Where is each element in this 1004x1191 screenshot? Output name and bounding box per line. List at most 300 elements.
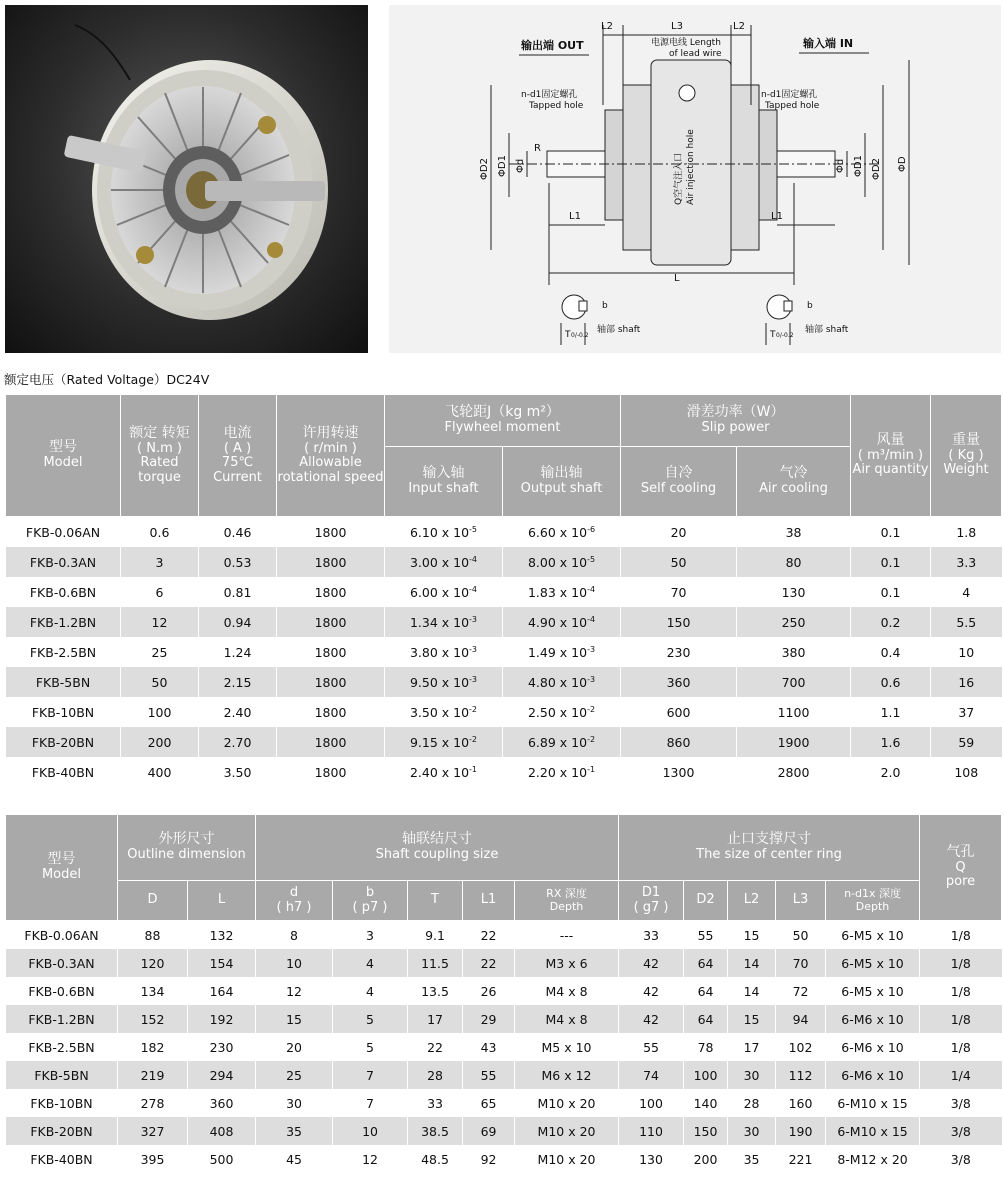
col-rated-torque: 额定 转矩 ( N.m ) Rated torque — [121, 395, 199, 517]
d-cell: 10 — [256, 949, 333, 977]
l3-cell: 112 — [776, 1061, 826, 1089]
self-cooling-cell: 150 — [621, 607, 737, 637]
speed-cell: 1800 — [277, 757, 385, 787]
l3-cell: 70 — [776, 949, 826, 977]
col-model: 型号 Model — [6, 395, 121, 517]
self-cooling-cell: 360 — [621, 667, 737, 697]
table-row — [6, 697, 1002, 727]
nd-cell: 6-M6 x 10 — [826, 1005, 920, 1033]
torque-cell: 25 — [121, 637, 199, 667]
d2-cell: 64 — [684, 949, 728, 977]
d-cell: 30 — [256, 1089, 333, 1117]
self-cooling-cell: 860 — [621, 727, 737, 757]
t-cell: 13.5 — [408, 977, 463, 1005]
tapped-hole-left-en: Tapped hole — [529, 101, 584, 111]
l3-cell: 72 — [776, 977, 826, 1005]
col2-D: D — [118, 881, 188, 921]
b-cell: 3 — [333, 921, 408, 950]
q-cell: 1/4 — [920, 1061, 1002, 1089]
air-cooling-cell: 2800 — [737, 757, 851, 787]
model-cell: FKB-1.2BN — [6, 607, 121, 637]
b-cell: 5 — [333, 1033, 408, 1061]
table-row — [6, 1061, 1002, 1089]
self-cooling-cell: 1300 — [621, 757, 737, 787]
dim-l: L — [674, 273, 680, 284]
dim-t-right-tol: 0/-0.2 — [776, 332, 794, 339]
rx-cell: M10 x 20 — [515, 1089, 619, 1117]
q-cell: 1/8 — [920, 1005, 1002, 1033]
d2-cell: 64 — [684, 1005, 728, 1033]
model-cell: FKB-0.06AN — [6, 517, 121, 548]
d-cell: 182 — [118, 1033, 188, 1061]
l-cell: 132 — [188, 921, 256, 950]
current-cell: 0.81 — [199, 577, 277, 607]
l2-cell: 30 — [728, 1061, 776, 1089]
weight-cell: 5.5 — [931, 607, 1002, 637]
weight-cell: 108 — [931, 757, 1002, 787]
l1-cell: 29 — [463, 1005, 515, 1033]
model-cell: FKB-0.6BN — [6, 977, 118, 1005]
d-cell: 395 — [118, 1145, 188, 1173]
input-shaft-cell: 1.34 x $10^{-3}$ — [385, 607, 503, 637]
table-row — [6, 1033, 1002, 1061]
col2-model: 型号 Model — [6, 815, 118, 921]
l2-cell: 30 — [728, 1117, 776, 1145]
weight-cell: 59 — [931, 727, 1002, 757]
l3-cell: 50 — [776, 921, 826, 950]
col2-b: b ( p7 ) — [333, 881, 408, 921]
output-shaft-cell: 4.80 x $10^{-3}$ — [503, 667, 621, 697]
col2-d: d ( h7 ) — [256, 881, 333, 921]
current-cell: 0.46 — [199, 517, 277, 548]
l3-cell: 94 — [776, 1005, 826, 1033]
model-cell: FKB-0.6BN — [6, 577, 121, 607]
d1-cell: 74 — [619, 1061, 684, 1089]
d-cell: 20 — [256, 1033, 333, 1061]
torque-cell: 6 — [121, 577, 199, 607]
model-cell: FKB-40BN — [6, 1145, 118, 1173]
col-current: 电流 ( A ) 75℃ Current — [199, 395, 277, 517]
input-shaft-cell: 6.10 x $10^{-5}$ — [385, 517, 503, 548]
table-row — [6, 1089, 1002, 1117]
model-cell: FKB-5BN — [6, 667, 121, 697]
b-cell: 7 — [333, 1089, 408, 1117]
nd-cell: 6-M10 x 15 — [826, 1089, 920, 1117]
table-row — [6, 547, 1002, 577]
table-row — [6, 727, 1002, 757]
dimension-drawing — [389, 5, 1001, 353]
d-cell: 12 — [256, 977, 333, 1005]
dim-d2-left: ΦD2 — [479, 158, 490, 180]
col-slip-power: 滑差功率（W） Slip power — [621, 395, 851, 447]
speed-cell: 1800 — [277, 577, 385, 607]
t-cell: 9.1 — [408, 921, 463, 950]
table-row — [6, 667, 1002, 697]
b-cell: 12 — [333, 1145, 408, 1173]
l1-cell: 26 — [463, 977, 515, 1005]
model-cell: FKB-0.3AN — [6, 547, 121, 577]
output-end-label: 输出端 OUT — [521, 39, 584, 52]
input-shaft-cell: 3.50 x $10^{-2}$ — [385, 697, 503, 727]
tapped-hole-right-en: Tapped hole — [765, 101, 820, 111]
col2-T: T — [408, 881, 463, 921]
table-row — [6, 921, 1002, 950]
l3-cell: 160 — [776, 1089, 826, 1117]
table-row — [6, 1117, 1002, 1145]
air-cooling-cell: 38 — [737, 517, 851, 548]
d-cell: 120 — [118, 949, 188, 977]
nd-cell: 6-M10 x 15 — [826, 1117, 920, 1145]
col2-pore: 气孔 Q pore — [920, 815, 1002, 921]
speed-cell: 1800 — [277, 727, 385, 757]
t-cell: 11.5 — [408, 949, 463, 977]
lead-wire-label-en: of lead wire — [669, 49, 722, 59]
air-quantity-cell: 0.1 — [851, 577, 931, 607]
col2-center-ring: 止口支撑尺寸 The size of center ring — [619, 815, 920, 881]
col2-D1: D1 ( g7 ) — [619, 881, 684, 921]
air-cooling-cell: 130 — [737, 577, 851, 607]
torque-cell: 100 — [121, 697, 199, 727]
tapped-hole-left-zh: n-d1固定螺孔 — [521, 90, 578, 100]
d-cell: 152 — [118, 1005, 188, 1033]
b-cell: 7 — [333, 1061, 408, 1089]
model-cell: FKB-10BN — [6, 1089, 118, 1117]
output-shaft-cell: 2.50 x $10^{-2}$ — [503, 697, 621, 727]
d1-cell: 100 — [619, 1089, 684, 1117]
nd-cell: 6-M5 x 10 — [826, 949, 920, 977]
model-cell: FKB-0.3AN — [6, 949, 118, 977]
d-cell: 8 — [256, 921, 333, 950]
current-cell: 0.94 — [199, 607, 277, 637]
d2-cell: 140 — [684, 1089, 728, 1117]
dim-b-left: b — [602, 301, 608, 311]
q-cell: 3/8 — [920, 1089, 1002, 1117]
d1-cell: 42 — [619, 1005, 684, 1033]
current-cell: 2.70 — [199, 727, 277, 757]
d-cell: 15 — [256, 1005, 333, 1033]
current-cell: 3.50 — [199, 757, 277, 787]
air-quantity-cell: 0.4 — [851, 637, 931, 667]
q-cell: 1/8 — [920, 977, 1002, 1005]
air-hole-label-zh: Q空气注入口 — [674, 152, 684, 205]
model-cell: FKB-20BN — [6, 727, 121, 757]
input-shaft-cell: 2.40 x $10^{-1}$ — [385, 757, 503, 787]
speed-cell: 1800 — [277, 637, 385, 667]
d2-cell: 150 — [684, 1117, 728, 1145]
l1-cell: 69 — [463, 1117, 515, 1145]
performance-table — [5, 394, 1002, 787]
q-cell: 1/8 — [920, 921, 1002, 950]
torque-cell: 0.6 — [121, 517, 199, 548]
d1-cell: 110 — [619, 1117, 684, 1145]
output-shaft-cell: 4.90 x $10^{-4}$ — [503, 607, 621, 637]
speed-cell: 1800 — [277, 547, 385, 577]
d-cell: 327 — [118, 1117, 188, 1145]
l2-cell: 15 — [728, 1005, 776, 1033]
self-cooling-cell: 70 — [621, 577, 737, 607]
product-photo — [5, 5, 368, 353]
torque-cell: 200 — [121, 727, 199, 757]
t-cell: 33 — [408, 1089, 463, 1117]
d2-cell: 200 — [684, 1145, 728, 1173]
output-shaft-cell: 2.20 x $10^{-1}$ — [503, 757, 621, 787]
table-row — [6, 517, 1002, 548]
dim-r: R — [534, 143, 541, 154]
d2-cell: 64 — [684, 977, 728, 1005]
b-cell: 10 — [333, 1117, 408, 1145]
model-cell: FKB-2.5BN — [6, 637, 121, 667]
dim-d-right: Φd — [835, 158, 846, 173]
dim-b-right: b — [807, 301, 813, 311]
air-cooling-cell: 80 — [737, 547, 851, 577]
dim-t-left: T — [565, 330, 571, 340]
dim-l3: L3 — [671, 21, 683, 32]
rated-voltage-caption: 额定电压（Rated Voltage）DC24V — [4, 372, 210, 387]
dim-t-left-tol: 0/-0.2 — [571, 332, 589, 339]
l3-cell: 102 — [776, 1033, 826, 1061]
l1-cell: 55 — [463, 1061, 515, 1089]
weight-cell: 37 — [931, 697, 1002, 727]
input-shaft-cell: 3.80 x $10^{-3}$ — [385, 637, 503, 667]
t-cell: 17 — [408, 1005, 463, 1033]
d1-cell: 55 — [619, 1033, 684, 1061]
l2-cell: 14 — [728, 977, 776, 1005]
torque-cell: 50 — [121, 667, 199, 697]
t-cell: 28 — [408, 1061, 463, 1089]
weight-cell: 4 — [931, 577, 1002, 607]
q-cell: 1/8 — [920, 949, 1002, 977]
col-input-shaft: 输入轴 Input shaft — [385, 447, 503, 517]
air-hole-label-en: Air injection hole — [686, 129, 696, 205]
air-quantity-cell: 1.6 — [851, 727, 931, 757]
output-shaft-cell: 8.00 x $10^{-5}$ — [503, 547, 621, 577]
output-shaft-cell: 1.83 x $10^{-4}$ — [503, 577, 621, 607]
dim-t-right: T — [770, 330, 776, 340]
t-cell: 48.5 — [408, 1145, 463, 1173]
lead-wire-label-zh: 电源电线 Length — [651, 38, 721, 48]
col2-shaft-coupling: 轴联结尺寸 Shaft coupling size — [256, 815, 619, 881]
output-shaft-cell: 6.89 x $10^{-2}$ — [503, 727, 621, 757]
dim-big-d: ΦD — [897, 156, 908, 172]
nd-cell: 8-M12 x 20 — [826, 1145, 920, 1173]
l1-cell: 22 — [463, 921, 515, 950]
torque-cell: 3 — [121, 547, 199, 577]
torque-cell: 400 — [121, 757, 199, 787]
self-cooling-cell: 50 — [621, 547, 737, 577]
air-cooling-cell: 380 — [737, 637, 851, 667]
l2-cell: 35 — [728, 1145, 776, 1173]
col2-D2: D2 — [684, 881, 728, 921]
col2-outline: 外形尺寸 Outline dimension — [118, 815, 256, 881]
col2-L1: L1 — [463, 881, 515, 921]
d1-cell: 33 — [619, 921, 684, 950]
d2-cell: 55 — [684, 921, 728, 950]
table-row — [6, 607, 1002, 637]
dim-d1-left: ΦD1 — [497, 155, 508, 177]
air-cooling-cell: 1100 — [737, 697, 851, 727]
dim-l1-left: L1 — [569, 211, 581, 222]
d2-cell: 100 — [684, 1061, 728, 1089]
d1-cell: 42 — [619, 949, 684, 977]
t-cell: 22 — [408, 1033, 463, 1061]
input-shaft-cell: 9.15 x $10^{-2}$ — [385, 727, 503, 757]
d-cell: 278 — [118, 1089, 188, 1117]
rx-cell: M3 x 6 — [515, 949, 619, 977]
torque-cell: 12 — [121, 607, 199, 637]
col2-L: L — [188, 881, 256, 921]
col2-rx-depth: RX 深度 Depth — [515, 881, 619, 921]
rx-cell: M6 x 12 — [515, 1061, 619, 1089]
shaft-label-right: 轴部 shaft — [805, 325, 849, 335]
l-cell: 154 — [188, 949, 256, 977]
shaft-label-left: 轴部 shaft — [597, 325, 641, 335]
input-end-label: 输入端 IN — [803, 37, 854, 50]
l-cell: 500 — [188, 1145, 256, 1173]
l-cell: 360 — [188, 1089, 256, 1117]
input-shaft-cell: 9.50 x $10^{-3}$ — [385, 667, 503, 697]
dim-l2-right: L2 — [733, 21, 745, 32]
d1-cell: 42 — [619, 977, 684, 1005]
model-cell: FKB-0.06AN — [6, 921, 118, 950]
q-cell: 3/8 — [920, 1117, 1002, 1145]
current-cell: 2.40 — [199, 697, 277, 727]
l1-cell: 22 — [463, 949, 515, 977]
d2-cell: 78 — [684, 1033, 728, 1061]
model-cell: FKB-5BN — [6, 1061, 118, 1089]
model-cell: FKB-40BN — [6, 757, 121, 787]
l1-cell: 92 — [463, 1145, 515, 1173]
self-cooling-cell: 230 — [621, 637, 737, 667]
l2-cell: 15 — [728, 921, 776, 950]
d-cell: 88 — [118, 921, 188, 950]
col-output-shaft: 输出轴 Output shaft — [503, 447, 621, 517]
speed-cell: 1800 — [277, 607, 385, 637]
rx-cell: M4 x 8 — [515, 977, 619, 1005]
col-self-cooling: 自冷 Self cooling — [621, 447, 737, 517]
rx-cell: M10 x 20 — [515, 1145, 619, 1173]
l2-cell: 28 — [728, 1089, 776, 1117]
table-row — [6, 637, 1002, 667]
current-cell: 2.15 — [199, 667, 277, 697]
air-quantity-cell: 0.6 — [851, 667, 931, 697]
model-cell: FKB-20BN — [6, 1117, 118, 1145]
d-cell: 35 — [256, 1117, 333, 1145]
table-row — [6, 949, 1002, 977]
l2-cell: 14 — [728, 949, 776, 977]
air-quantity-cell: 1.1 — [851, 697, 931, 727]
nd-cell: 6-M5 x 10 — [826, 921, 920, 950]
air-cooling-cell: 1900 — [737, 727, 851, 757]
table-row — [6, 1005, 1002, 1033]
l1-cell: 43 — [463, 1033, 515, 1061]
b-cell: 4 — [333, 949, 408, 977]
q-cell: 3/8 — [920, 1145, 1002, 1173]
speed-cell: 1800 — [277, 697, 385, 727]
current-cell: 1.24 — [199, 637, 277, 667]
output-shaft-cell: 1.49 x $10^{-3}$ — [503, 637, 621, 667]
t-cell: 38.5 — [408, 1117, 463, 1145]
speed-cell: 1800 — [277, 667, 385, 697]
self-cooling-cell: 600 — [621, 697, 737, 727]
weight-cell: 16 — [931, 667, 1002, 697]
nd-cell: 6-M6 x 10 — [826, 1061, 920, 1089]
col2-L3: L3 — [776, 881, 826, 921]
dimension-table — [5, 814, 1002, 1173]
dim-l2-left: L2 — [601, 21, 613, 32]
model-cell: FKB-10BN — [6, 697, 121, 727]
self-cooling-cell: 20 — [621, 517, 737, 548]
weight-cell: 10 — [931, 637, 1002, 667]
col-air-quantity: 风量 ( m³/min ) Air quantity — [851, 395, 931, 517]
rx-cell: M5 x 10 — [515, 1033, 619, 1061]
col-speed: 许用转速 ( r/min ) Allowable rotational speed — [277, 395, 385, 517]
table-row — [6, 1145, 1002, 1173]
air-quantity-cell: 0.1 — [851, 517, 931, 548]
l1-cell: 65 — [463, 1089, 515, 1117]
nd-cell: 6-M6 x 10 — [826, 1033, 920, 1061]
b-cell: 5 — [333, 1005, 408, 1033]
input-shaft-cell: 6.00 x $10^{-4}$ — [385, 577, 503, 607]
q-cell: 1/8 — [920, 1033, 1002, 1061]
dim-d-left: Φd — [515, 158, 526, 173]
air-cooling-cell: 700 — [737, 667, 851, 697]
l-cell: 164 — [188, 977, 256, 1005]
model-cell: FKB-1.2BN — [6, 1005, 118, 1033]
col2-nd-depth: n-d1x 深度 Depth — [826, 881, 920, 921]
col-flywheel-moment: 飞轮距J（kg m²） Flywheel moment — [385, 395, 621, 447]
tapped-hole-right-zh: n-d1固定螺孔 — [761, 90, 818, 100]
weight-cell: 3.3 — [931, 547, 1002, 577]
output-shaft-cell: 6.60 x $10^{-6}$ — [503, 517, 621, 548]
l2-cell: 17 — [728, 1033, 776, 1061]
l-cell: 192 — [188, 1005, 256, 1033]
col2-L2: L2 — [728, 881, 776, 921]
air-quantity-cell: 2.0 — [851, 757, 931, 787]
l3-cell: 221 — [776, 1145, 826, 1173]
dim-d1-right: ΦD1 — [853, 155, 864, 177]
b-cell: 4 — [333, 977, 408, 1005]
weight-cell: 1.8 — [931, 517, 1002, 548]
col-air-cooling: 气冷 Air cooling — [737, 447, 851, 517]
d-cell: 134 — [118, 977, 188, 1005]
l-cell: 408 — [188, 1117, 256, 1145]
air-cooling-cell: 250 — [737, 607, 851, 637]
l-cell: 294 — [188, 1061, 256, 1089]
nd-cell: 6-M5 x 10 — [826, 977, 920, 1005]
l-cell: 230 — [188, 1033, 256, 1061]
current-cell: 0.53 — [199, 547, 277, 577]
d-cell: 25 — [256, 1061, 333, 1089]
d-cell: 45 — [256, 1145, 333, 1173]
table-row — [6, 977, 1002, 1005]
air-quantity-cell: 0.1 — [851, 547, 931, 577]
l3-cell: 190 — [776, 1117, 826, 1145]
input-shaft-cell: 3.00 x $10^{-4}$ — [385, 547, 503, 577]
dim-l1-right: L1 — [771, 211, 783, 222]
model-cell: FKB-2.5BN — [6, 1033, 118, 1061]
speed-cell: 1800 — [277, 517, 385, 548]
d-cell: 219 — [118, 1061, 188, 1089]
table-row — [6, 577, 1002, 607]
rx-cell: M4 x 8 — [515, 1005, 619, 1033]
air-quantity-cell: 0.2 — [851, 607, 931, 637]
table-row — [6, 757, 1002, 787]
rx-cell: M10 x 20 — [515, 1117, 619, 1145]
rx-cell: --- — [515, 921, 619, 950]
d1-cell: 130 — [619, 1145, 684, 1173]
dim-d2-right: ΦD2 — [871, 158, 882, 180]
col-weight: 重量 ( Kg ) Weight — [931, 395, 1002, 517]
